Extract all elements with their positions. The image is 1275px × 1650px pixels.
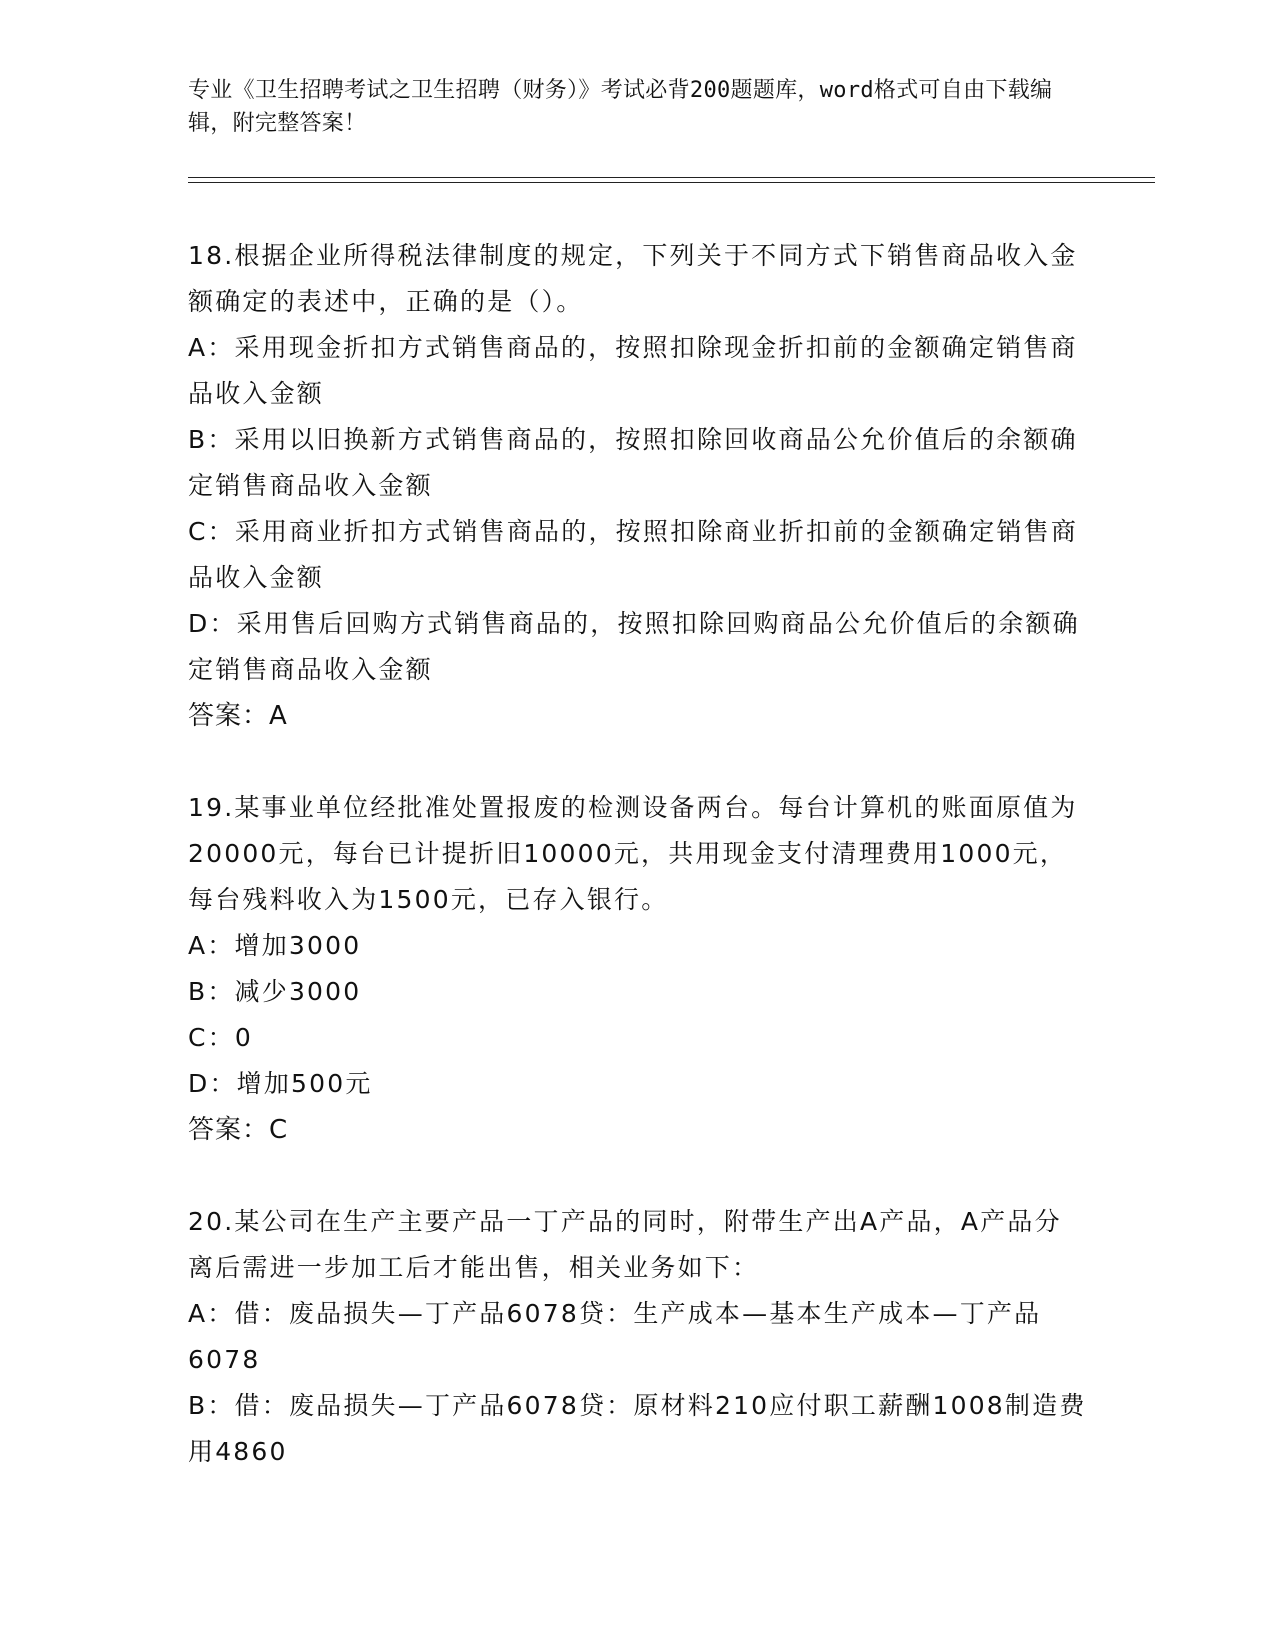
question-20	[188, 1199, 1088, 1475]
option-b: B：采用以旧换新方式销售商品的，按照扣除回收商品公允价值后的余额确定销售商品收入金额	[188, 425, 1078, 500]
option-c: C：0	[188, 1023, 253, 1052]
option-c: C：采用商业折扣方式销售商品的，按照扣除商业折扣前的金额确定销售商品收入金额	[188, 517, 1079, 592]
question-stem: 19.某事业单位经批准处置报废的检测设备两台。每台计算机的账面原值为20000元，每台已计提折旧10000元，共用现金支付清理费用1000元，每台残料收入为1500元，已存入银行。	[188, 793, 1078, 914]
option-b: B：借：废品损失—丁产品6078贷：原材料210应付职工薪酬1008制造费用4860	[188, 1391, 1087, 1466]
question-stem: 20.某公司在生产主要产品一丁产品的同时，附带生产出A产品，A产品分离后需进一步加工后才能出售，相关业务如下：	[188, 1207, 1062, 1282]
answer: 答案：C	[188, 1115, 289, 1145]
header-divider-bottom	[188, 182, 1155, 183]
question-stem: 18.根据企业所得税法律制度的规定，下列关于不同方式下销售商品收入金额确定的表述中，正确的是（）。	[188, 241, 1078, 316]
question-18	[188, 233, 1088, 739]
spacer	[188, 1153, 1088, 1199]
spacer	[188, 739, 1088, 785]
option-a: A：增加3000	[188, 931, 362, 960]
question-19	[188, 785, 1088, 1153]
header-divider-top	[188, 177, 1155, 178]
option-d: D：增加500元	[188, 1069, 373, 1098]
option-a: A：采用现金折扣方式销售商品的，按照扣除现金折扣前的金额确定销售商品收入金额	[188, 333, 1078, 408]
option-d: D：采用售后回购方式销售商品的，按照扣除回购商品公允价值后的余额确定销售商品收入金额	[188, 609, 1080, 684]
answer: 答案：A	[188, 701, 288, 731]
option-b: B：减少3000	[188, 977, 362, 1006]
option-a: A：借：废品损失—丁产品6078贷：生产成本—基本生产成本—丁产品6078	[188, 1299, 1042, 1374]
document-header	[188, 74, 1078, 140]
header-text: 专业《卫生招聘考试之卫生招聘（财务）》考试必背200题题库，word格式可自由下载编辑，附完整答案！	[188, 78, 1053, 136]
question-list	[188, 233, 1088, 1475]
